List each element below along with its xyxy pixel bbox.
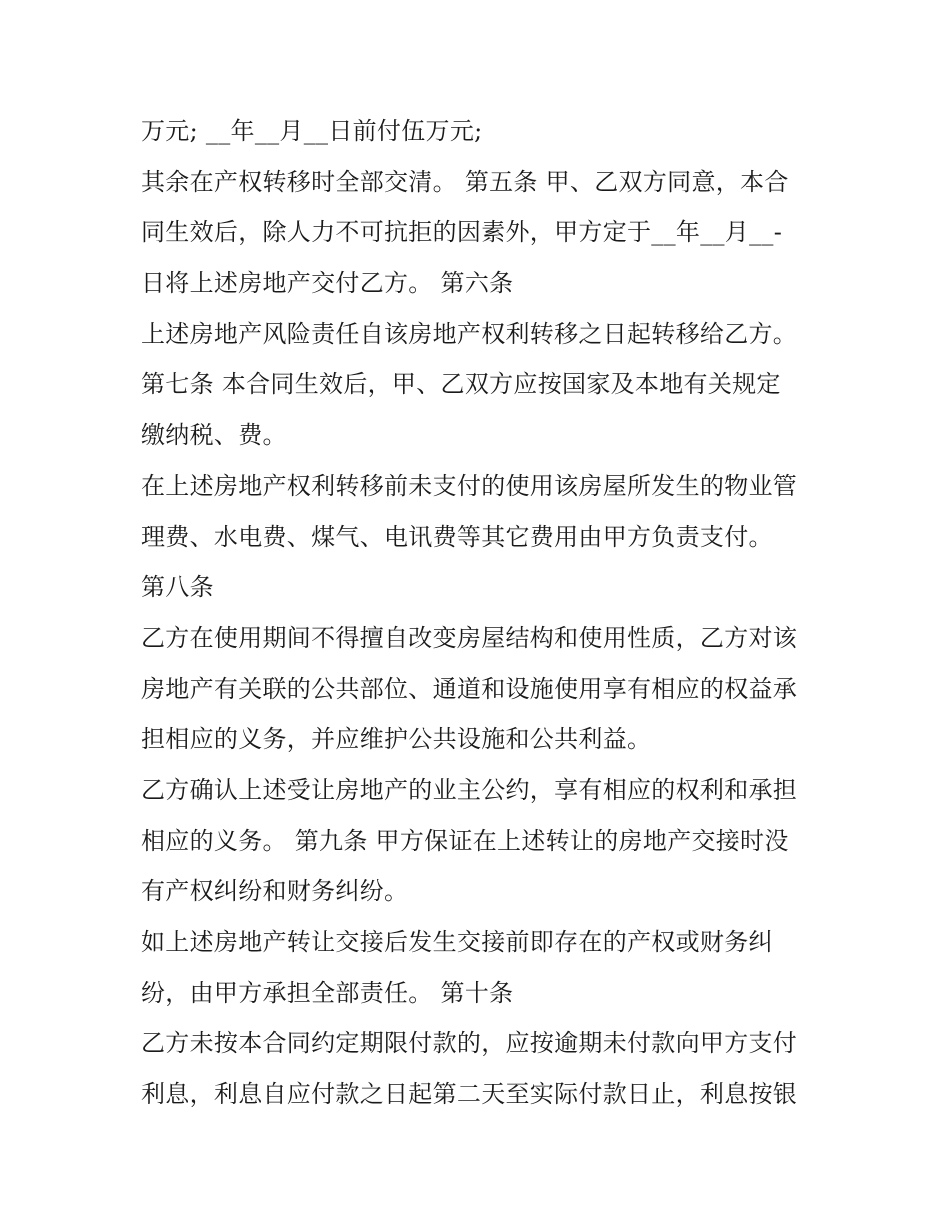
text-line: 担相应的义务，并应维护公共设施和公共利益。	[141, 725, 652, 754]
text-line: 乙方未按本合同约定期限付款的，应按逾期未付款向甲方支付	[141, 1029, 798, 1058]
text-line: 在上述房地产权利转移前未支付的使用该房屋所发生的物业管	[141, 471, 798, 500]
text-line: 乙方在使用期间不得擅自改变房屋结构和使用性质，乙方对该	[141, 623, 798, 652]
text-line: 乙方确认上述受让房地产的业主公约，享有相应的权利和承担	[141, 775, 798, 804]
text-line: 利息，利息自应付款之日起第二天至实际付款日止，利息按银	[141, 1080, 798, 1109]
text-line: 上述房地产风险责任自该房地产权利转移之日起转移给乙方。	[141, 319, 798, 348]
text-line: 如上述房地产转让交接后发生交接前即存在的产权或财务纠	[141, 928, 773, 956]
text-line: 理费、水电费、煤气、电讯费等其它费用由甲方负责支付。	[141, 522, 773, 551]
contract-text	[141, 106, 831, 1120]
text-line: 第七条 本合同生效后，甲、乙双方应按国家及本地有关规定	[141, 370, 781, 399]
text-line: 纷，由甲方承担全部责任。 第十条	[141, 978, 514, 1007]
text-line: 房地产有关联的公共部位、通道和设施使用享有相应的权益承	[141, 674, 798, 703]
text-line: 缴纳税、费。	[141, 421, 287, 450]
text-line: 万元; __年__月__日前付伍万元;	[141, 117, 483, 145]
text-line: 第八条	[141, 573, 214, 602]
text-line: 相应的义务。 第九条 甲方保证在上述转让的房地产交接时没	[141, 826, 789, 855]
text-line: 有产权纠纷和财务纠纷。	[141, 877, 409, 906]
text-line: 日将上述房地产交付乙方。 第六条	[141, 269, 514, 298]
text-line: 其余在产权转移时全部交清。 第五条 甲、乙双方同意，本合	[141, 167, 789, 196]
text-line: 同生效后，除人力不可抗拒的因素外，甲方定于__年__月__-	[141, 218, 783, 247]
